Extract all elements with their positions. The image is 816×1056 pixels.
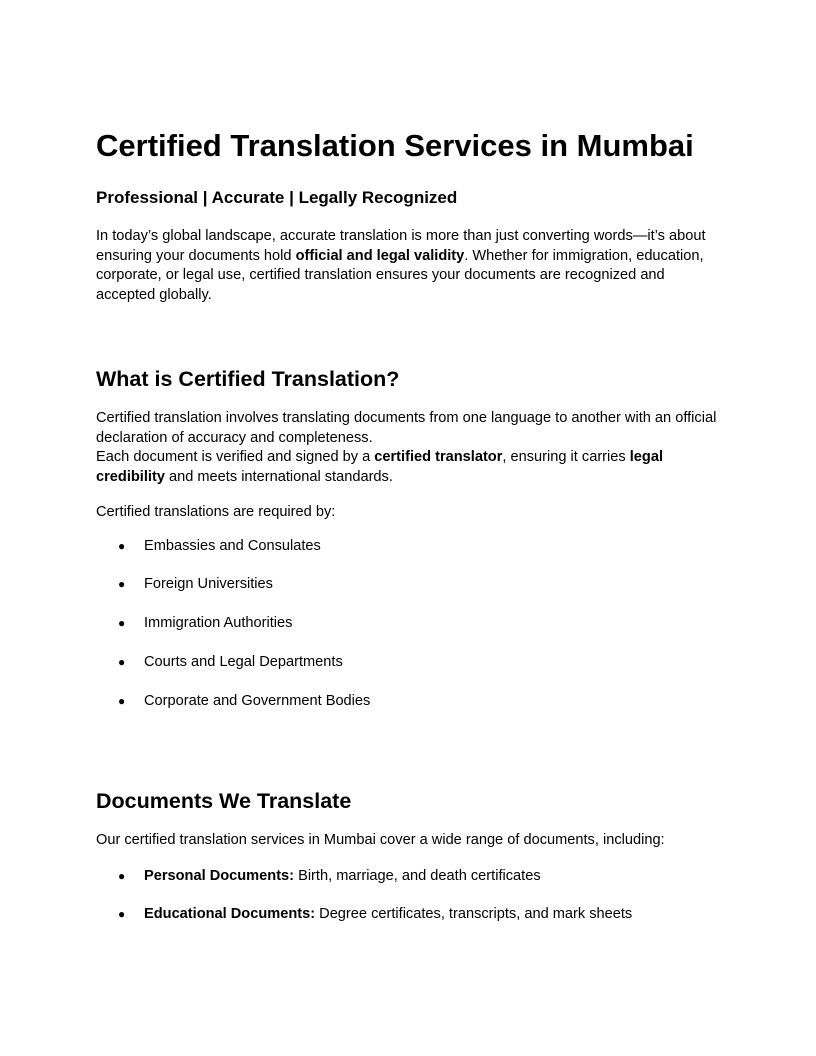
list-item [96,905,722,925]
what-bold-1: certified translator [374,449,503,465]
bullet-icon: ● [118,868,126,883]
intro-text-2: . Whether for immigration, education, corporate, or legal use, certified translation ensures your documents are recognized and accepted globally. [96,247,704,303]
page-subtitle: Professional | Accurate | Legally Recognized [96,188,458,207]
section-heading-documents: Documents We Translate [96,789,352,814]
bullet-icon: ● [118,616,126,631]
list-item-text: Immigration Authorities [144,615,293,632]
list-item [96,653,722,673]
list-item-text: Birth, marriage, and death certificates [294,867,541,884]
what-bold-2: legal credibility [96,449,664,485]
page-title: Certified Translation Services in Mumbai [96,128,694,163]
list-item [96,614,722,634]
list-item [96,537,722,557]
list-item-label: Educational Documents: [144,906,316,923]
list-item [96,867,722,887]
list-item-text: Corporate and Government Bodies [144,692,371,709]
what-text-1: Certified translation involves translating documents from one language to another with an official declaration of accuracy and completeness. [96,410,717,446]
bullet-icon: ● [118,907,126,922]
bullet-icon: ● [118,654,126,669]
bullet-icon: ● [118,693,126,708]
documents-intro: Our certified translation services in Mumbai cover a wide range of documents, including: [96,832,665,849]
intro-paragraph [96,227,722,305]
list-item [96,575,722,595]
what-paragraph [96,409,722,487]
list-item [96,692,722,712]
required-by-text: Certified translations are required by: [96,504,336,520]
intro-text-1: In today’s global landscape, accurate translation is more than just converting words—it’s about ensuring your documents hold [96,228,706,264]
bullet-icon: ● [118,577,126,592]
list-item-text: Courts and Legal Departments [144,653,343,670]
what-text-3: , ensuring it carries [502,449,630,465]
intro-bold-1: official and legal validity [295,247,465,264]
what-text-2: Each document is verified and signed by a [96,449,375,465]
what-text-4: and meets international standards. [164,468,393,485]
list-item-label: Personal Documents: [144,867,295,884]
required-by-list [96,537,722,712]
documents-list [96,867,722,925]
bullet-icon: ● [118,538,126,553]
section-heading-what: What is Certified Translation? [96,367,400,391]
list-item-text: Degree certificates, transcripts, and mark sheets [315,906,633,923]
list-item-text: Foreign Universities [144,576,273,593]
document-content [96,126,722,944]
list-item-text: Embassies and Consulates [144,537,321,554]
